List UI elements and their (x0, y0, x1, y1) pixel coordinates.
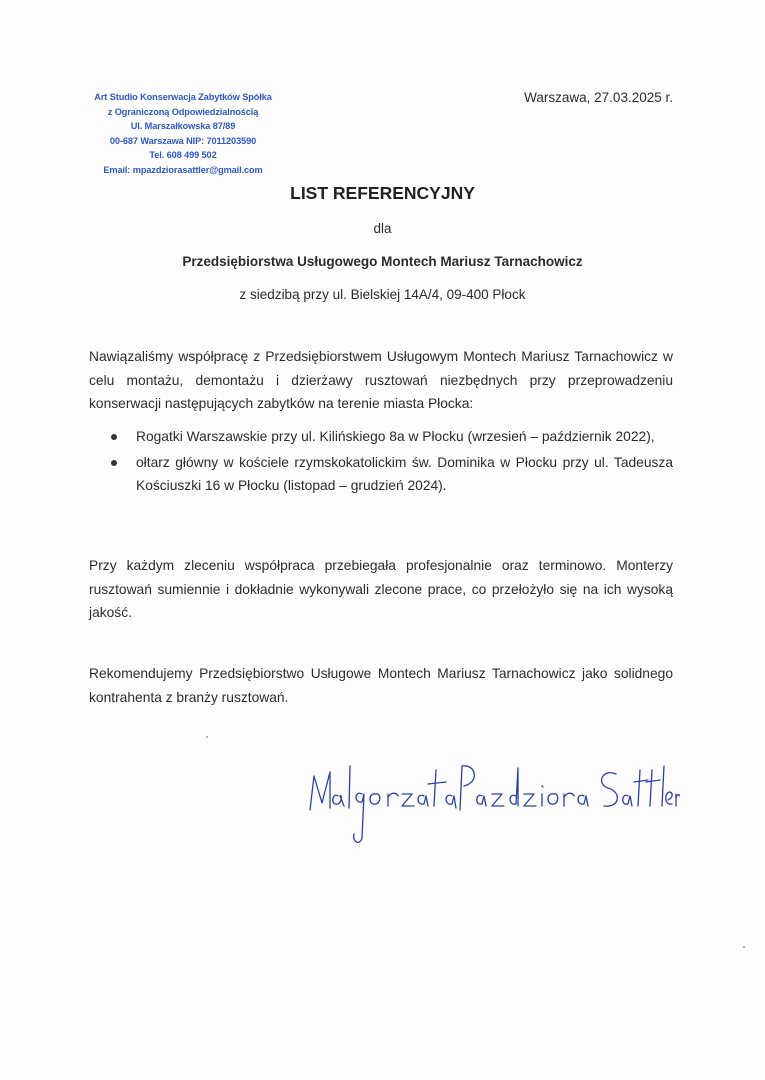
paragraph-cooperation: Przy każdym zleceniu współpraca przebiegała profesjonalnie oraz terminowo. Monterzy rusztowań sumiennie i dokładnie wykonywali zlecone prace, co przełożyło się na ich wysoką jakość. (89, 558, 673, 620)
list-item (109, 451, 673, 498)
stamp-line-legal-form: z Ograniczoną Odpowiedzialnością (107, 106, 259, 117)
paper-speck (743, 946, 745, 948)
stamp-line-phone: Tel. 608 499 502 (149, 150, 217, 161)
stamp-line-company: Art Studio Konserwacja Zabytków Spółka (94, 92, 272, 102)
list-item (109, 425, 673, 449)
paragraph-recommendation: Rekomendujemy Przedsiębiorstwo Usługowe Montech Mariusz Tarnachowicz jako solidnego kontrahenta z branży rusztowań. (89, 666, 673, 705)
recipient-name: Przedsiębiorstwa Usługowego Montech Mariusz Tarnachowicz (182, 254, 583, 269)
stamp-line-street: Ul. Marszałkowska 87/89 (130, 121, 236, 132)
letter-title: LIST REFERENCYJNY (290, 183, 475, 203)
for-label: dla (373, 221, 392, 236)
list-item-text: ołtarz główny w kościele rzymskokatolickim św. Dominika w Płocku przy ul. Tadeusza Kościuszki 16 w Płocku (listopad – grudzień 2024). (136, 454, 673, 493)
paper-speck (206, 736, 208, 738)
monuments-list (109, 425, 673, 500)
sender-stamp (88, 90, 278, 178)
handwritten-signature (300, 748, 680, 858)
list-item-text: Rogatki Warszawskie przy ul. Kilińskiego 8a w Płocku (wrzesień – październik 2022), (136, 429, 655, 444)
bullet-icon (111, 460, 117, 466)
stamp-line-city-nip: 00-687 Warszawa NIP: 7011203590 (109, 135, 257, 146)
letter-date: Warszawa, 27.03.2025 r. (524, 90, 673, 105)
bullet-icon (111, 434, 117, 440)
stamp-line-email: Email: mpazdziorasattler@gmail.com (103, 164, 263, 175)
signature-strokes (310, 766, 680, 843)
recipient-address: z siedzibą przy ul. Bielskiej 14A/4, 09-400 Płock (239, 287, 526, 302)
paragraph-intro: Nawiązaliśmy współpracę z Przedsiębiorstwem Usługowym Montech Mariusz Tarnachowicz w celu montażu, demontażu i dzierżawy rusztowań niezbędnych przy przeprowadzeniu konserwacji następujących zabytków na terenie miasta Płocka: (89, 349, 673, 411)
